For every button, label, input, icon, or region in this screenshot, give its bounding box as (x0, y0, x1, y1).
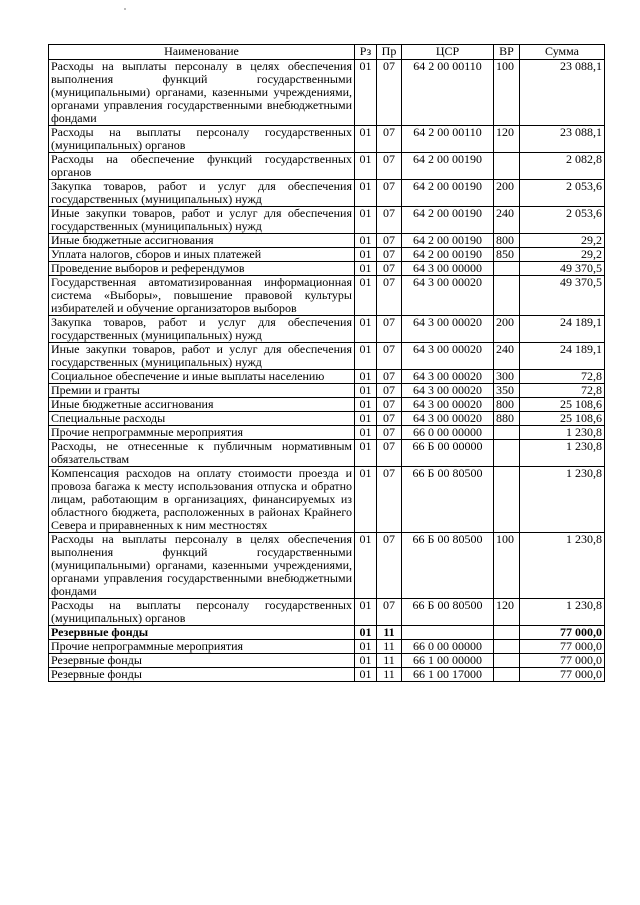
cell-sum: 1 230,8 (520, 426, 605, 440)
cell-rz: 01 (355, 398, 377, 412)
cell-vr (494, 626, 520, 640)
table-row (49, 668, 605, 682)
cell-sum: 2 053,6 (520, 207, 605, 234)
table-row (49, 126, 605, 153)
cell-vr: 350 (494, 384, 520, 398)
cell-csr: 64 2 00 00190 (402, 248, 494, 262)
cell-name: Расходы, не отнесенные к публичным нормативным обязательствам (49, 440, 355, 467)
header-pr: Пр (377, 45, 402, 60)
cell-name: Резервные фонды (49, 654, 355, 668)
table-row (49, 180, 605, 207)
cell-sum: 29,2 (520, 248, 605, 262)
cell-csr: 64 2 00 00190 (402, 207, 494, 234)
cell-vr: 240 (494, 207, 520, 234)
cell-vr: 800 (494, 234, 520, 248)
cell-name: Проведение выборов и референдумов (49, 262, 355, 276)
cell-sum: 24 189,1 (520, 316, 605, 343)
cell-csr: 64 2 00 00110 (402, 60, 494, 126)
cell-rz: 01 (355, 276, 377, 316)
cell-vr (494, 426, 520, 440)
table-row (49, 153, 605, 180)
cell-pr: 07 (377, 440, 402, 467)
cell-rz: 01 (355, 426, 377, 440)
table-row (49, 467, 605, 533)
table-row (49, 207, 605, 234)
cell-pr: 07 (377, 234, 402, 248)
cell-name: Иные бюджетные ассигнования (49, 398, 355, 412)
table-row (49, 248, 605, 262)
table-row (49, 412, 605, 426)
table-row (49, 426, 605, 440)
cell-csr: 64 3 00 00000 (402, 262, 494, 276)
table-row (49, 398, 605, 412)
cell-rz: 01 (355, 60, 377, 126)
budget-table (48, 44, 605, 682)
cell-name: Социальное обеспечение и иные выплаты населению (49, 370, 355, 384)
cell-pr: 07 (377, 412, 402, 426)
cell-sum: 49 370,5 (520, 276, 605, 316)
cell-name: Иные закупки товаров, работ и услуг для обеспечения государственных (муниципальных) нужд (49, 343, 355, 370)
cell-csr: 66 1 00 00000 (402, 654, 494, 668)
cell-csr: 64 3 00 00020 (402, 412, 494, 426)
cell-rz: 01 (355, 626, 377, 640)
cell-pr: 07 (377, 276, 402, 316)
cell-sum: 23 088,1 (520, 126, 605, 153)
cell-csr: 64 3 00 00020 (402, 276, 494, 316)
cell-sum: 29,2 (520, 234, 605, 248)
cell-vr (494, 262, 520, 276)
cell-pr: 07 (377, 262, 402, 276)
cell-name: Компенсация расходов на оплату стоимости проезда и провоза багажа к месту использования отпуска и обратно лицам, работающим в организациях, финансируемых из областного бюджета, расположенных в районах Крайнего Севера и приравненных к ним местностях (49, 467, 355, 533)
header-rz: Рз (355, 45, 377, 60)
header-csr: ЦСР (402, 45, 494, 60)
table-row (49, 60, 605, 126)
cell-csr: 64 3 00 00020 (402, 398, 494, 412)
cell-csr: 66 1 00 17000 (402, 668, 494, 682)
cell-pr: 07 (377, 398, 402, 412)
cell-rz: 01 (355, 640, 377, 654)
cell-csr: 66 Б 00 80500 (402, 467, 494, 533)
cell-vr: 100 (494, 533, 520, 599)
cell-sum: 25 108,6 (520, 412, 605, 426)
table-row (49, 276, 605, 316)
cell-sum: 1 230,8 (520, 440, 605, 467)
cell-rz: 01 (355, 234, 377, 248)
cell-pr: 07 (377, 126, 402, 153)
table-row (49, 640, 605, 654)
cell-csr: 64 3 00 00020 (402, 316, 494, 343)
cell-sum: 49 370,5 (520, 262, 605, 276)
cell-vr: 120 (494, 126, 520, 153)
cell-vr (494, 640, 520, 654)
cell-rz: 01 (355, 668, 377, 682)
cell-pr: 07 (377, 316, 402, 343)
table-row (49, 599, 605, 626)
cell-sum: 72,8 (520, 384, 605, 398)
cell-csr: 64 2 00 00110 (402, 126, 494, 153)
cell-csr (402, 626, 494, 640)
cell-name: Государственная автоматизированная информационная система «Выборы», повышение правовой культуры избирателей и обучение организаторов выборов (49, 276, 355, 316)
cell-rz: 01 (355, 412, 377, 426)
cell-vr: 200 (494, 180, 520, 207)
cell-csr: 66 0 00 00000 (402, 640, 494, 654)
cell-csr: 66 Б 00 00000 (402, 440, 494, 467)
cell-sum: 72,8 (520, 370, 605, 384)
cell-csr: 66 Б 00 80500 (402, 533, 494, 599)
cell-pr: 11 (377, 640, 402, 654)
cell-sum: 77 000,0 (520, 626, 605, 640)
cell-vr: 880 (494, 412, 520, 426)
cell-vr: 100 (494, 60, 520, 126)
cell-rz: 01 (355, 370, 377, 384)
cell-name: Расходы на выплаты персоналу в целях обеспечения выполнения функций государственными (муниципальными) органами, казенными учреждениями, органами управления государственными внебюджетными фондами (49, 533, 355, 599)
cell-sum: 2 053,6 (520, 180, 605, 207)
cell-sum: 1 230,8 (520, 533, 605, 599)
cell-pr: 11 (377, 626, 402, 640)
cell-sum: 1 230,8 (520, 599, 605, 626)
cell-vr: 240 (494, 343, 520, 370)
cell-vr: 800 (494, 398, 520, 412)
cell-name: Премии и гранты (49, 384, 355, 398)
cell-rz: 01 (355, 126, 377, 153)
header-sum: Сумма (520, 45, 605, 60)
cell-pr: 07 (377, 426, 402, 440)
cell-pr: 07 (377, 180, 402, 207)
cell-csr: 66 Б 00 80500 (402, 599, 494, 626)
cell-vr (494, 668, 520, 682)
cell-pr: 07 (377, 207, 402, 234)
cell-pr: 07 (377, 370, 402, 384)
cell-rz: 01 (355, 533, 377, 599)
cell-name: Расходы на выплаты персоналу государственных (муниципальных) органов (49, 126, 355, 153)
table-row (49, 262, 605, 276)
header-name: Наименование (49, 45, 355, 60)
cell-vr (494, 153, 520, 180)
cell-csr: 64 2 00 00190 (402, 153, 494, 180)
cell-vr: 200 (494, 316, 520, 343)
cell-rz: 01 (355, 316, 377, 343)
cell-pr: 07 (377, 467, 402, 533)
cell-name: Прочие непрограммные мероприятия (49, 640, 355, 654)
header-vr: ВР (494, 45, 520, 60)
cell-name: Расходы на выплаты персоналу в целях обеспечения выполнения функций государственными (муниципальными) органами, казенными учреждениями, органами управления государственными внебюджетными фондами (49, 60, 355, 126)
cell-rz: 01 (355, 467, 377, 533)
cell-rz: 01 (355, 153, 377, 180)
cell-sum: 1 230,8 (520, 467, 605, 533)
cell-rz: 01 (355, 180, 377, 207)
cell-sum: 23 088,1 (520, 60, 605, 126)
cell-vr (494, 276, 520, 316)
cell-sum: 2 082,8 (520, 153, 605, 180)
table-header-row (49, 45, 605, 60)
cell-name: Иные бюджетные ассигнования (49, 234, 355, 248)
cell-csr: 64 3 00 00020 (402, 370, 494, 384)
cell-vr: 300 (494, 370, 520, 384)
cell-vr (494, 467, 520, 533)
cell-name: Резервные фонды (49, 668, 355, 682)
cell-name: Прочие непрограммные мероприятия (49, 426, 355, 440)
cell-name: Иные закупки товаров, работ и услуг для обеспечения государственных (муниципальных) нужд (49, 207, 355, 234)
cell-csr: 66 0 00 00000 (402, 426, 494, 440)
cell-vr (494, 654, 520, 668)
cell-rz: 01 (355, 343, 377, 370)
cell-sum: 77 000,0 (520, 640, 605, 654)
cell-pr: 07 (377, 248, 402, 262)
cell-rz: 01 (355, 440, 377, 467)
cell-csr: 64 3 00 00020 (402, 343, 494, 370)
cell-sum: 24 189,1 (520, 343, 605, 370)
cell-rz: 01 (355, 654, 377, 668)
table-row (49, 234, 605, 248)
cell-vr (494, 440, 520, 467)
cell-name: Специальные расходы (49, 412, 355, 426)
cell-pr: 07 (377, 153, 402, 180)
cell-rz: 01 (355, 384, 377, 398)
cell-rz: 01 (355, 262, 377, 276)
cell-vr: 850 (494, 248, 520, 262)
cell-csr: 64 2 00 00190 (402, 234, 494, 248)
table-row (49, 626, 605, 640)
cell-name: Резервные фонды (49, 626, 355, 640)
cell-csr: 64 3 00 00020 (402, 384, 494, 398)
cell-vr: 120 (494, 599, 520, 626)
cell-name: Расходы на обеспечение функций государственных органов (49, 153, 355, 180)
scan-speck (124, 8, 126, 10)
cell-rz: 01 (355, 207, 377, 234)
cell-rz: 01 (355, 248, 377, 262)
table-row (49, 533, 605, 599)
cell-name: Уплата налогов, сборов и иных платежей (49, 248, 355, 262)
cell-pr: 11 (377, 668, 402, 682)
cell-pr: 07 (377, 384, 402, 398)
table-row (49, 384, 605, 398)
cell-name: Расходы на выплаты персоналу государственных (муниципальных) органов (49, 599, 355, 626)
cell-pr: 07 (377, 533, 402, 599)
cell-sum: 77 000,0 (520, 654, 605, 668)
table-row (49, 316, 605, 343)
cell-sum: 25 108,6 (520, 398, 605, 412)
cell-pr: 07 (377, 599, 402, 626)
cell-csr: 64 2 00 00190 (402, 180, 494, 207)
cell-rz: 01 (355, 599, 377, 626)
table-body (49, 60, 605, 682)
cell-sum: 77 000,0 (520, 668, 605, 682)
table-row (49, 370, 605, 384)
cell-name: Закупка товаров, работ и услуг для обеспечения государственных (муниципальных) нужд (49, 180, 355, 207)
table-row (49, 343, 605, 370)
cell-pr: 07 (377, 343, 402, 370)
cell-pr: 07 (377, 60, 402, 126)
cell-name: Закупка товаров, работ и услуг для обеспечения государственных (муниципальных) нужд (49, 316, 355, 343)
table-row (49, 440, 605, 467)
table-row (49, 654, 605, 668)
cell-pr: 11 (377, 654, 402, 668)
